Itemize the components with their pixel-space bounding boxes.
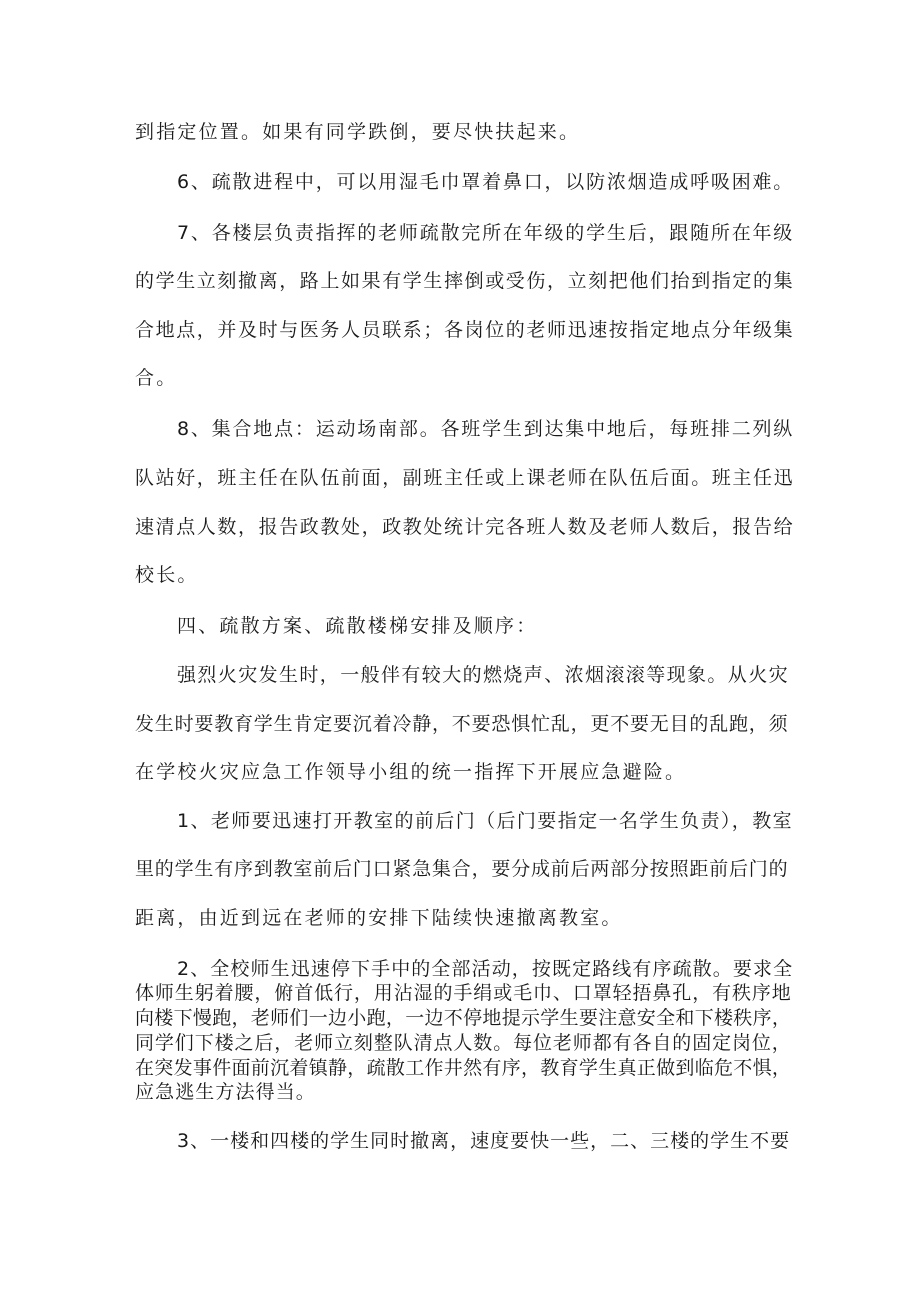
text-line: 里的学生有序到教室前后门口紧急集合，要分成前后两部分按照距前后门的: [135, 858, 789, 880]
section-heading: 四、疏散方案、疏散楼梯安排及顺序：: [177, 615, 538, 637]
text-line: 队站好，班主任在队伍前面，副班主任或上课老师在队伍后面。班主任迅: [135, 467, 795, 489]
text-line: 1、老师要迅速打开教室的前后门（后门要指定一名学生负责），教室: [177, 810, 793, 832]
text-line: 在学校火灾应急工作领导小组的统一指挥下开展应急避险。: [135, 761, 687, 783]
text-line: 的学生立刻撤离，路上如果有学生摔倒或受伤，立刻把他们抬到指定的集: [135, 270, 795, 292]
text-line: 合地点，并及时与医务人员联系；各岗位的老师迅速按指定地点分年级集: [135, 319, 795, 341]
text-line: 发生时要教育学生肯定要沉着冷静，不要恐惧忙乱，更不要无目的乱跑，须: [135, 713, 789, 735]
text-line: 在突发事件面前沉着镇静，疏散工作井然有序，教育学生真正做到临危不惧，: [135, 1057, 792, 1079]
text-line: 到指定位置。如果有同学跌倒，要尽快扶起来。: [135, 121, 581, 143]
text-line: 6、疏散进程中，可以用湿毛巾罩着鼻口，以防浓烟造成呼吸困难。: [177, 171, 795, 193]
text-line: 体师生躬着腰，俯首低行，用沾湿的手绢或毛巾、口罩轻捂鼻孔，有秩序地: [135, 982, 792, 1004]
text-line: 向楼下慢跑，老师们一边小跑，一边不停地提示学生要注意安全和下楼秩序，: [135, 1007, 792, 1029]
text-line: 距离，由近到远在老师的安排下陆续快速撤离教室。: [135, 907, 623, 929]
text-line: 8、集合地点：运动场南部。各班学生到达集中地后，每班排二列纵: [177, 418, 795, 440]
text-line: 强烈火灾发生时，一般伴有较大的燃烧声、浓烟滚滚等现象。从火灾: [177, 664, 790, 686]
text-line: 速清点人数，报告政教处，政教处统计完各班人数及老师人数后，报告给: [135, 516, 795, 538]
text-line: 校长。: [135, 564, 199, 586]
text-line: 3、一楼和四楼的学生同时撤离，速度要快一些，二、三楼的学生不要: [177, 1130, 791, 1152]
text-line: 7、各楼层负责指挥的老师疏散完所在年级的学生后，跟随所在年级: [177, 222, 795, 244]
text-line: 2、全校师生迅速停下手中的全部活动，按既定路线有序疏散。要求全: [177, 958, 794, 980]
text-line: 合。: [135, 367, 178, 389]
text-line: 应急逃生方法得当。: [135, 1081, 316, 1103]
text-line: 同学们下楼之后，老师立刻整队清点人数。每位老师都有各自的固定岗位，: [135, 1032, 792, 1054]
